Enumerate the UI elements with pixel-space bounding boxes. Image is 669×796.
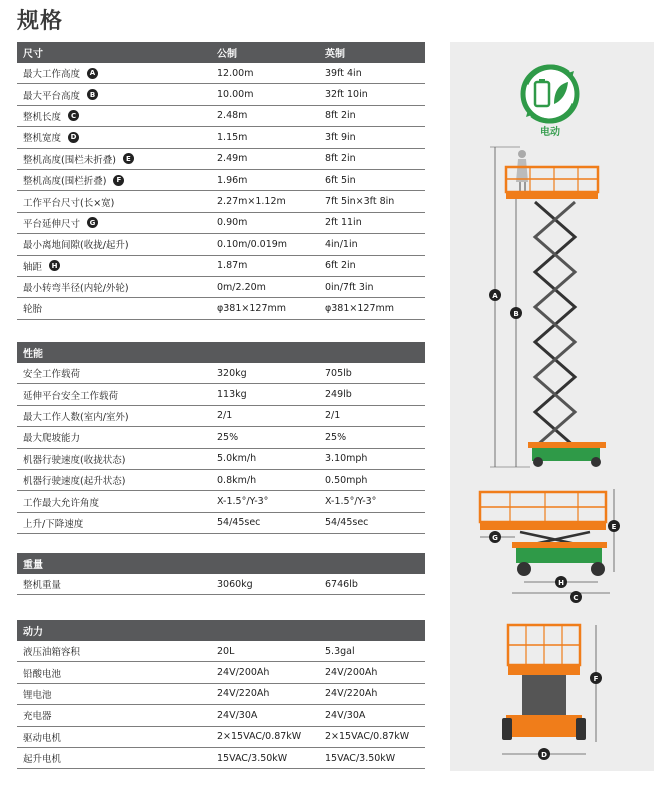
diagram-badge-g [489,531,501,543]
spec-label-cell [17,88,213,102]
spec-label-cell [17,366,213,380]
spec-row [17,106,425,127]
metric-value: 20L [217,645,235,657]
power-label: 电动 [540,127,560,138]
diagram-badge-b [510,307,522,319]
spec-label-cell [17,409,213,423]
diagram-panel [450,42,654,771]
spec-label: 最大爬坡能力 [23,433,81,445]
metric-value: 10.00m [217,89,254,101]
imperial-value: X-1.5°/Y-3° [325,496,377,508]
spec-label-cell [17,708,213,722]
dimension-badge: F [113,175,124,186]
spec-section [17,42,425,320]
page-title: 规格 [17,9,64,34]
spec-label: 平台延伸尺寸 [23,218,81,230]
imperial-value: 24V/200Ah [325,667,378,679]
spec-label: 锂电池 [23,689,52,701]
metric-value: 320kg [217,367,247,379]
imperial-value: φ381×127mm [325,302,395,314]
spec-label: 最小转弯半径(内轮/外轮) [23,283,129,295]
spec-label: 最大平台高度 [23,90,81,102]
spec-label: 机器行驶速度(起升状态) [23,476,126,488]
metric-value: 0m/2.20m [217,281,266,293]
spec-label-cell [17,152,213,166]
section-title: 性能 [23,349,43,360]
diagram-badge-c [570,591,582,603]
spec-label-cell [17,388,213,402]
section-header [17,553,425,574]
section-header [17,342,425,363]
spec-label: 安全工作载荷 [23,369,81,381]
metric-value: 15VAC/3.50kW [217,752,288,764]
spec-label: 机器行驶速度(收拢状态) [23,454,126,466]
imperial-value: 15VAC/3.50kW [325,752,396,764]
dimension-badge: A [87,68,98,79]
section-title: 动力 [23,627,43,638]
imperial-value: 54/45sec [325,517,369,529]
metric-value: 2.48m [217,110,248,122]
metric-value: 2×15VAC/0.87kW [217,731,302,743]
metric-value: 113kg [217,389,247,401]
svg-text:F: F [593,675,599,683]
spec-label: 整机宽度 [23,133,62,145]
dimension-badge: E [123,153,134,164]
spec-label: 轴距 [23,261,43,273]
imperial-value: 2×15VAC/0.87kW [325,731,410,743]
metric-value: 0.90m [217,217,248,229]
spec-label: 整机高度(围栏折叠) [23,176,107,188]
imperial-value: 3.10mph [325,453,368,465]
spec-row [17,470,425,491]
spec-label-cell [17,301,213,315]
spec-section [17,620,425,769]
dimension-badge: G [87,217,98,228]
imperial-value: 2ft 11in [325,217,362,229]
spec-label-cell [17,237,213,251]
metric-value: 3060kg [217,578,253,590]
spec-row [17,63,425,84]
spec-label: 整机重量 [23,580,62,592]
raised-lift-drawing [490,147,606,467]
diagram-badge-e [608,520,620,532]
spec-section [17,553,425,595]
spec-label-cell [17,495,213,509]
svg-text:A: A [492,292,498,300]
spec-row [17,684,425,705]
diagram-badge-h [555,576,567,588]
imperial-value: 6ft 2in [325,260,356,272]
metric-value: 0.8km/h [217,474,257,486]
spec-row [17,491,425,512]
metric-value: 24V/220Ah [217,688,270,700]
svg-text:C: C [573,594,579,602]
spec-label-cell [17,430,213,444]
diagram-badge-f [590,672,602,684]
section-title: 尺寸 [23,49,43,60]
spec-label-cell [17,109,213,123]
spec-label-cell [17,577,213,591]
imperial-value: 2/1 [325,410,341,422]
imperial-value: 0.50mph [325,474,368,486]
svg-text:G: G [492,534,498,542]
imperial-value: 8ft 2in [325,153,356,165]
metric-value: 24V/30A [217,709,258,721]
imperial-value: 25% [325,431,347,443]
imperial-value: 6746lb [325,578,358,590]
svg-text:H: H [558,579,564,587]
imperial-value: 0in/7ft 3in [325,281,374,293]
spec-label: 工作平台尺寸(长×宽) [23,197,115,209]
metric-value: φ381×127mm [217,302,287,314]
spec-label-cell [17,516,213,530]
spec-row [17,727,425,748]
spec-row [17,149,425,170]
metric-value: 24V/200Ah [217,667,270,679]
spec-row [17,748,425,769]
spec-row [17,384,425,405]
imperial-value: 705lb [325,367,352,379]
imperial-value: 5.3gal [325,645,355,657]
dimension-badge: C [68,110,79,121]
metric-value: 12.00m [217,67,254,79]
imperial-value: 24V/30A [325,709,366,721]
spec-label-cell [17,666,213,680]
spec-row [17,170,425,191]
metric-value: 2/1 [217,410,233,422]
spec-section [17,342,425,534]
spec-label-cell [17,216,213,230]
svg-text:D: D [541,751,547,759]
spec-label: 起升电机 [23,754,62,766]
spec-label: 液压油箱容积 [23,647,81,659]
spec-label-cell [17,751,213,765]
spec-label: 最大工作高度 [23,69,81,81]
spec-label-cell [17,66,213,80]
metric-value: 2.49m [217,153,248,165]
spec-row [17,127,425,148]
spec-row [17,641,425,662]
spec-label-cell [17,473,213,487]
spec-row [17,705,425,726]
spec-row [17,277,425,298]
diagram-badge-d [538,748,550,760]
spec-row [17,213,425,234]
column-header: 公制 [217,49,237,60]
metric-value: 2.27m×1.12m [217,196,286,208]
stowed-side-drawing [480,489,614,593]
svg-text:E: E [611,523,617,531]
spec-label: 充电器 [23,711,52,723]
spec-label: 最大工作人数(室内/室外) [23,411,129,423]
imperial-value: 24V/220Ah [325,688,378,700]
dimension-badge: H [49,260,60,271]
column-header: 英制 [325,49,345,60]
spec-row [17,234,425,255]
imperial-value: 4in/1in [325,238,358,250]
spec-label: 铅酸电池 [23,668,62,680]
spec-row [17,662,425,683]
spec-label-cell [17,644,213,658]
section-header [17,42,425,63]
spec-label-cell [17,195,213,209]
section-header [17,620,425,641]
metric-value: 1.96m [217,174,248,186]
metric-value: 25% [217,431,239,443]
spec-label: 最小离地间隙(收拢/起升) [23,240,129,252]
imperial-value: 32ft 10in [325,89,368,101]
spec-row [17,191,425,212]
imperial-value: 6ft 5in [325,174,356,186]
metric-value: X-1.5°/Y-3° [217,496,269,508]
imperial-value: 39ft 4in [325,67,362,79]
spec-label-cell [17,173,213,187]
spec-label: 整机长度 [23,111,62,123]
spec-row [17,406,425,427]
imperial-value: 8ft 2in [325,110,356,122]
electric-icon [523,67,577,138]
spec-label-cell [17,130,213,144]
spec-label: 上升/下降速度 [23,518,84,530]
spec-label: 驱动电机 [23,732,62,744]
metric-value: 54/45sec [217,517,261,529]
spec-label: 整机高度(围栏未折叠) [23,154,116,166]
metric-value: 1.87m [217,260,248,272]
spec-label-cell [17,280,213,294]
spec-label-cell [17,259,213,273]
spec-row [17,363,425,384]
imperial-value: 3ft 9in [325,131,356,143]
section-title: 重量 [23,560,43,571]
metric-value: 5.0km/h [217,453,257,465]
metric-value: 1.15m [217,131,248,143]
imperial-value: 7ft 5in×3ft 8in [325,196,395,208]
spec-row [17,513,425,534]
spec-label-cell [17,687,213,701]
metric-value: 0.10m/0.019m [217,238,288,250]
diagram-svg [450,42,654,771]
spec-row [17,427,425,448]
spec-label-cell [17,452,213,466]
spec-row [17,256,425,277]
spec-label: 延伸平台安全工作载荷 [23,390,119,402]
spec-label: 工作最大允许角度 [23,497,100,509]
spec-row [17,298,425,319]
imperial-value: 249lb [325,389,352,401]
spec-label-cell [17,730,213,744]
spec-row [17,84,425,105]
spec-label: 轮胎 [23,304,43,316]
dimension-badge: B [87,89,98,100]
dimension-badge: D [68,132,79,143]
svg-text:B: B [513,310,519,318]
front-view-drawing [502,625,596,754]
diagram-badge-a [489,289,501,301]
spec-row [17,574,425,595]
spec-row [17,449,425,470]
